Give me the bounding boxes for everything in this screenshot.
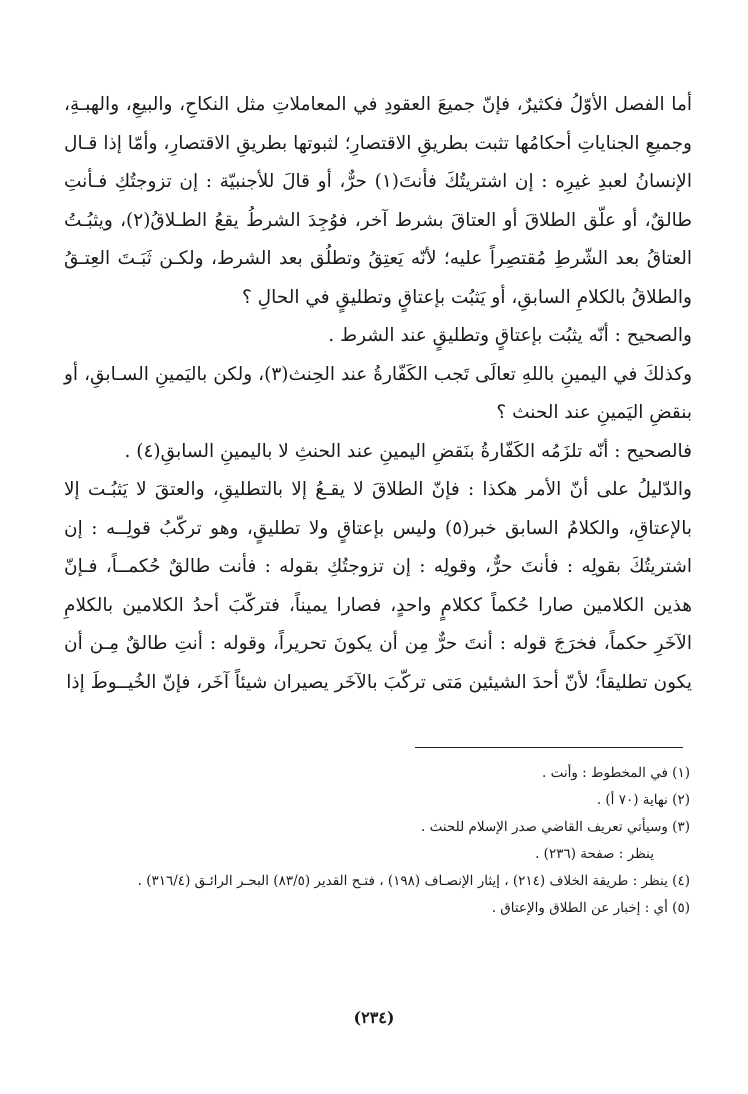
main-text [64,86,692,702]
paragraph-2: والصحيح : أنّه يثبُت بإعتاقٍ وتطليقٍ عند الشرط . [328,325,692,346]
footnote-2: (٢) نهاية (٧٠ أ) . [596,792,690,808]
footnote-3: (٣) وسيأتي تعريف القاضي صدر الإسلام للحنث . [420,819,690,835]
footnotes [64,760,690,922]
footnote-separator [415,747,683,748]
paragraph-5: والدّليلُ على أنّ الأمر هكذا : فإنّ الطلاقَ لا يقـعُ إلا بالتطليقِ، والعتقَ لا يَثبُـت إلا بالإعتاقِ، والكلامُ السابق خبر(٥) وليس بإعتاقٍ ولا تطليقٍ، وهو تركّبُ قولِــه : إن اشتريتُكَ بقولِه : فأنتَ حرٌّ، وقولِه : إن تزوجتُكِ بقوله : فأنت طالقٌ حُكمــاً، فـإنّ هذين الكلامين صارا حُكماً ككلامٍ واحدٍ، فصارا يميناً، فتركّبَ أحدُ الكلامين بالكلامِ الآخَرِ حكماً، فخرَجَ قوله : أنتَ حرٌّ مِن أن يكونَ تحريراً، وقوله : أنتِ طالقٌ مِـن أن يكون تطليقاً؛ لأنّ أحدَ الشيئين مَتى تركّبَ بالآخَر يصيران شيئاً آخَر، فإنّ الخُيــوطَ إذا [64,479,692,693]
footnote-3-continuation: ينظر : صفحة (٢٣٦) . [535,846,654,862]
paragraph-1: أما الفصل الأوّلُ فكثيرٌ، فإنّ جميعَ العقودِ في المعاملاتِ مثل النكاحِ، والبيعِ، والهبـةِ، وجميعِ الجناياتِ أحكامُها تثبت بطريقِ الاقتصارِ؛ لثبوتها بطريقِ الاقتصارِ، وأمّا إذا قـال الإنسانُ لعبدِ غيرِه : إن اشتريتُكَ فأنتَ(١) حرٌّ، أو قالَ للأجنبيّة : إن تزوجتُكِ فـأنتِ طالقٌ، أو علّق الطلاقَ أو العتاقَ بشرط آخر، فوُجِدَ الشرطُ يقعُ الطـلاقُ(٢)، ويثبُـتُ العتاقُ بعد الشّرطِ مُقتصِراً عليه؛ لأنّه يَعتِقُ وتطلُق بعد الشرط، ولكـن ثَبَـتَ العِتـقُ والطلاقُ بالكلامِ السابقِ، أو يَثبُت بإعتاقٍ وتطليقٍ في الحالِ ؟ [64,94,692,308]
page-number: (٢٣٤) [353,1008,395,1027]
footnote-4: (٤) ينظر : طريقة الخلاف (٢١٤) ، إيثار الإنصـاف (١٩٨) ، فتـح القدير (٨٣/٥) البحـر الرائـق (٣١٦/٤) . [137,873,690,889]
footnote-1: (١) في المخطوط : وأنت . [541,765,690,781]
paragraph-4: فالصحيح : أنّه تلزَمُه الكَفّارةُ بنَقضِ اليمينِ عند الحنثِ لا باليمينِ السابقِ(٤) . [124,440,692,462]
paragraph-3: وكذلكَ في اليمينِ باللهِ تعالَى تَجب الكَفّارةُ عند الحِنث(٣)، ولكن باليَمينِ السـابقِ، أو بنقضِ اليَمينِ عند الحنث ؟ [64,363,693,423]
footnote-5: (٥) أي : إخبار عن الطلاق والإعتاق . [491,900,690,916]
